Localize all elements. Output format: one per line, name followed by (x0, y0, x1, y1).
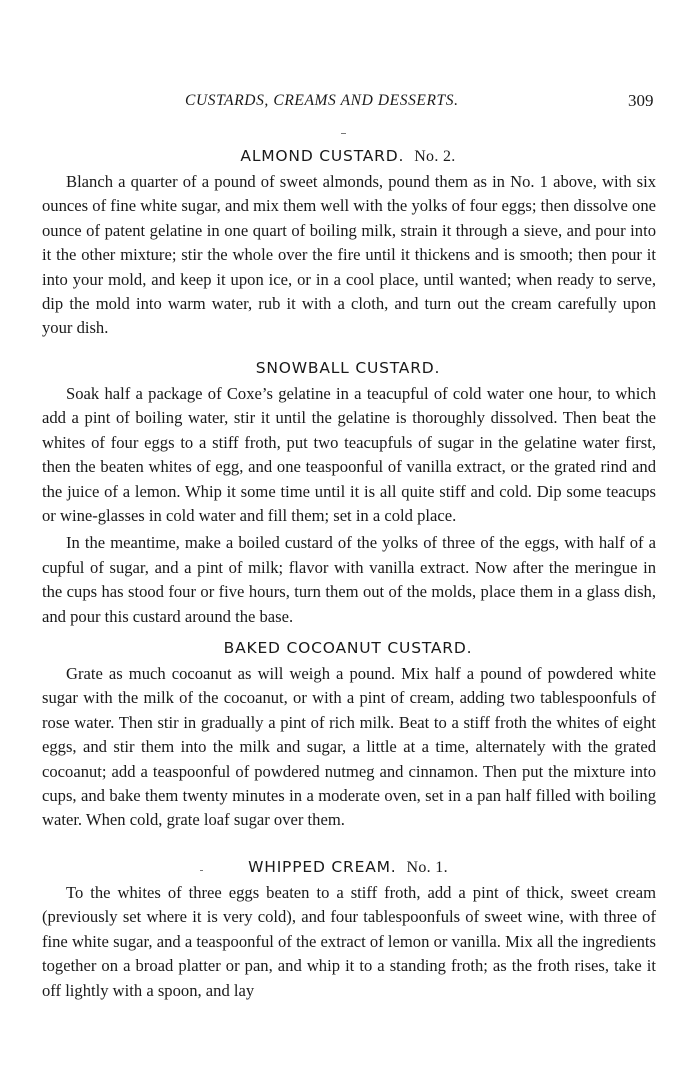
heading-number: No. 2. (414, 148, 456, 165)
section-heading (40, 143, 656, 170)
heading-title: WHIPPED CREAM. (248, 858, 397, 876)
section-snowball-custard (40, 355, 656, 629)
heading-title: BAKED COCOANUT CUSTARD. (223, 639, 473, 657)
heading-title: SNOWBALL CUSTARD. (255, 359, 441, 377)
section-heading (40, 355, 656, 382)
page-number: 309 (628, 91, 654, 110)
paragraph: Soak half a package of Coxe’s gelatine in a teacupful of cold water one hour, to which add a pint of boiling water, stir it until the gelatine is thoroughly dissolved. Then beat the whites of four eggs to a stiff froth, put two teacupfuls of sugar in the gelatine water first, then the beaten whites of egg, and one teaspoonful of vanilla extract, or the grated rind and the juice of a lemon. Whip it some time until it is all quite stiff and cold. Dip some teacups or wine-glasses in cold water and fill them; set in a cold place. (42, 384, 656, 526)
section-almond-custard (40, 143, 656, 341)
heading-number: No. 1. (406, 859, 448, 876)
section-heading (40, 854, 656, 881)
heading-title: ALMOND CUSTARD. (240, 147, 405, 165)
running-title: CUSTARDS, CREAMS AND DESSERTS. (185, 92, 459, 109)
paragraph: To the whites of three eggs beaten to a stiff froth, add a pint of thick, sweet cream (previously set where it is very cold), and four tablespoonfuls of sweet wine, with three of fine white sugar, and a teaspoonful of the extract of lemon or vanilla. Mix all the ingredients together on a broad platter or pan, and whip it to a standing froth; as the froth rises, take it off lightly with a spoon, and lay (42, 883, 656, 1000)
print-speck (341, 133, 346, 134)
section-baked-cocoanut-custard (40, 635, 656, 833)
paragraph: Grate as much cocoanut as will weigh a pound. Mix half a pound of powdered white sugar with the milk of the cocoanut, or with a pint of cream, adding two tablespoonfuls of rose water. Then stir in gradually a pint of rich milk. Beat to a stiff froth the whites of eight eggs, and stir them into the milk and sugar, a little at a time, alternately with the grated cocoanut; add a teaspoonful of powdered nutmeg and cinnamon. Then put the mixture into cups, and bake them twenty minutes in a moderate oven, set in a pan half filled with boiling water. When cold, grate loaf sugar over them. (42, 664, 656, 830)
paragraph: Blanch a quarter of a pound of sweet almonds, pound them as in No. 1 above, with six ounces of fine white sugar, and mix them well with the yolks of four eggs; then dissolve one ounce of patent gelatine in one quart of boiling milk, strain it through a sieve, and pour into it the other mixture; stir the whole over the fire until it thickens and is smooth; then pour it into your mold, and keep it upon ice, or in a cool place, until wanted; when ready to serve, dip the mold into warm water, rub it with a cloth, and turn out the cream carefully upon your dish. (42, 172, 656, 338)
running-head (0, 92, 700, 116)
section-whipped-cream (40, 854, 656, 1003)
paragraph: In the meantime, make a boiled custard of the yolks of three of the eggs, with half of a cupful of sugar, and a pint of milk; flavor with vanilla extract. Now after the meringue in the cups has stood four or five hours, turn them out of the molds, place them in a glass dish, and pour this custard around the base. (42, 533, 656, 626)
section-heading (40, 635, 656, 662)
